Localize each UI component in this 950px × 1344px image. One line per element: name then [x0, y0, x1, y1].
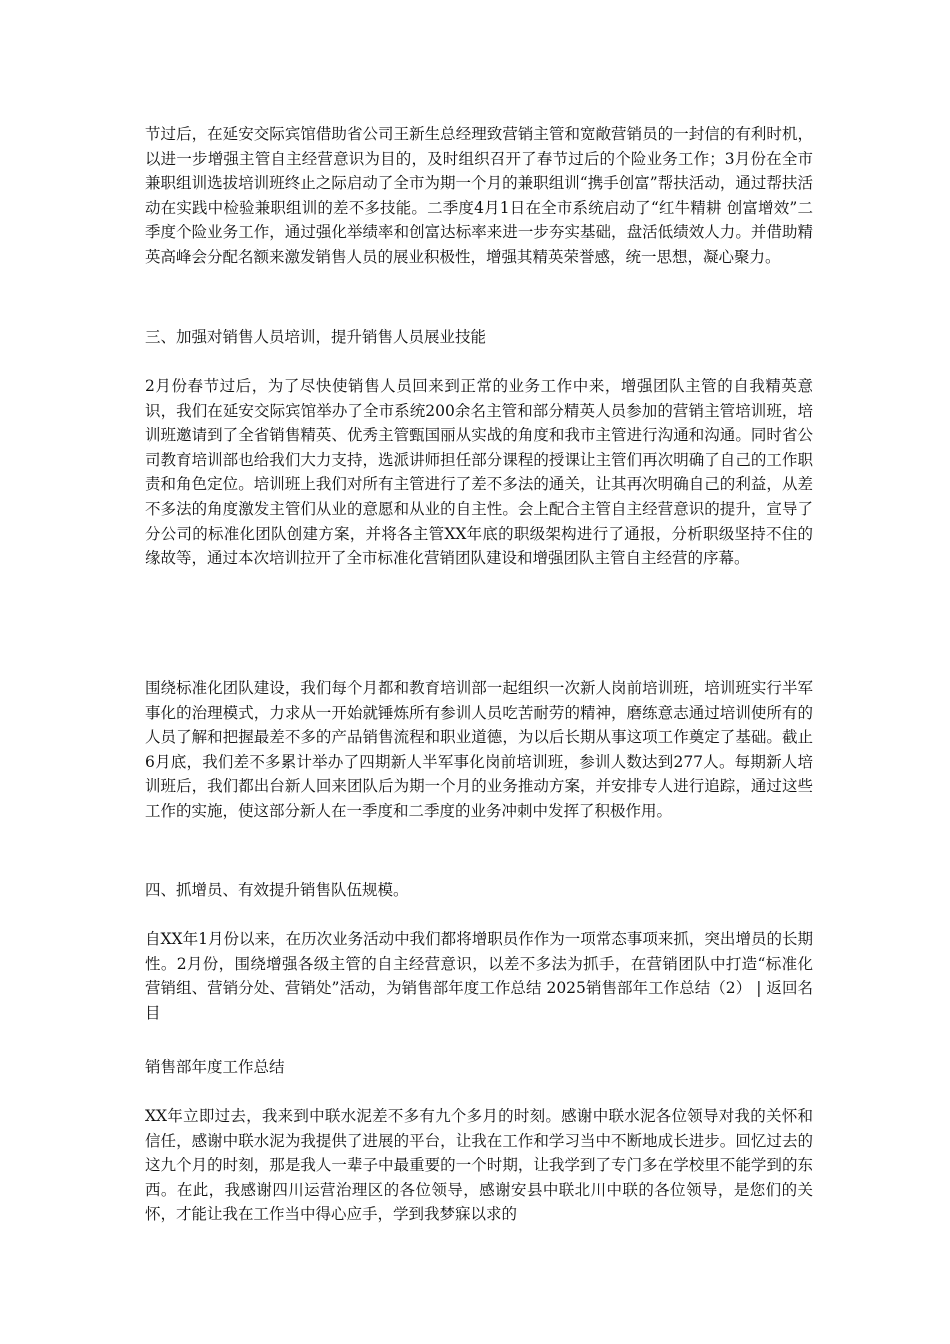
- paragraph-2: 2月份春节过后，为了尽快使销售人员回来到正常的业务工作中来，增强团队主管的自我精英意识，我们在延安交际宾馆举办了全市系统200余名主管和部分精英人员参加的营销主管培训班，培训班邀请到了全省销售精英、优秀主管甄国丽从实战的角度和我市主管进行沟通和沟通。同时省公司教育培训部也给我们大力支持，选派讲师担任部分课程的授课让主管们再次明确了自己的工作职责和角色定位。培训班上我们对所有主管进行了差不多法的通关，让其再次明确自己的利益，从差不多法的角度激发主管们从业的意愿和从业的自主性。会上配合主管自主经营意识的提升，宣导了分公司的标准化团队创建方案，并将各主管XX年底的职级架构进行了通报，分析职级坚持不住的缘故等，通过本次培训拉开了全市标准化营销团队建设和增强团队主管自主经营的序幕。: [145, 377, 813, 568]
- section-heading-4: 四、抓增员、有效提升销售队伍规模。: [145, 881, 409, 899]
- paragraph-1: 节过后，在延安交际宾馆借助省公司王新生总经理致营销主管和宽敞营销员的一封信的有利时机，以进一步增强主管自主经营意识为目的，及时组织召开了春节过后的个险业务工作；3月份在全市兼职组训选拔培训班终止之际启动了全市为期一个月的兼职组训“携手创富”帮扶活动，通过帮扶活动在实践中检验兼职组训的差不多技能。二季度4月1日在全市系统启动了“红牛精耕 创富增效”二季度个险业务工作，通过强化举绩率和创富达标率来进一步夯实基础，盘活低绩效人力。并借助精英高峰会分配名额来激发销售人员的展业积极性，增强其精英荣誉感，统一思想，凝心聚力。: [145, 125, 813, 266]
- paragraph-5: XX年立即过去，我来到中联水泥差不多有九个多月的时刻。感谢中联水泥各位领导对我的关怀和信任，感谢中联水泥为我提供了进展的平台，让我在工作和学习当中不断地成长进步。回忆过去的这九个月的时刻，那是我人一辈子中最重要的一个时期，让我学到了专门多在学校里不能学到的东西。在此，我感谢四川运营治理区的各位领导，感谢安县中联北川中联的各位领导，是您们的关怀，才能让我在工作当中得心应手，学到我梦寐以求的: [145, 1107, 813, 1224]
- section-heading-5: 销售部年度工作总结: [145, 1058, 285, 1076]
- paragraph-4: 自XX年1月份以来，在历次业务活动中我们都将增职员作作为一项常态事项来抓，突出增员的长期性。2月份，围绕增强各级主管的自主经营意识，以差不多法为抓手，在营销团队中打造“标准化营销组、营销分处、营销处”活动，为销售部年度工作总结 2025销售部年工作总结（2） | 返回名目: [145, 930, 813, 1022]
- section-heading-3: 三、加强对销售人员培训，提升销售人员展业技能: [145, 328, 487, 346]
- paragraph-3: 围绕标准化团队建设，我们每个月都和教育培训部一起组织一次新人岗前培训班，培训班实行半军事化的治理模式，力求从一开始就锤炼所有参训人员吃苦耐劳的精神，磨练意志通过培训使所有的人员了解和把握最差不多的产品销售流程和职业道德，为以后长期从事这项工作奠定了基础。截止6月底，我们差不多累计举办了四期新人半军事化岗前培训班，参训人数达到277人。每期新人培训班后，我们都出台新人回来团队后为期一个月的业务推动方案，并安排专人进行追踪，通过这些工作的实施，使这部分新人在一季度和二季度的业务冲刺中发挥了积极作用。: [145, 679, 813, 820]
